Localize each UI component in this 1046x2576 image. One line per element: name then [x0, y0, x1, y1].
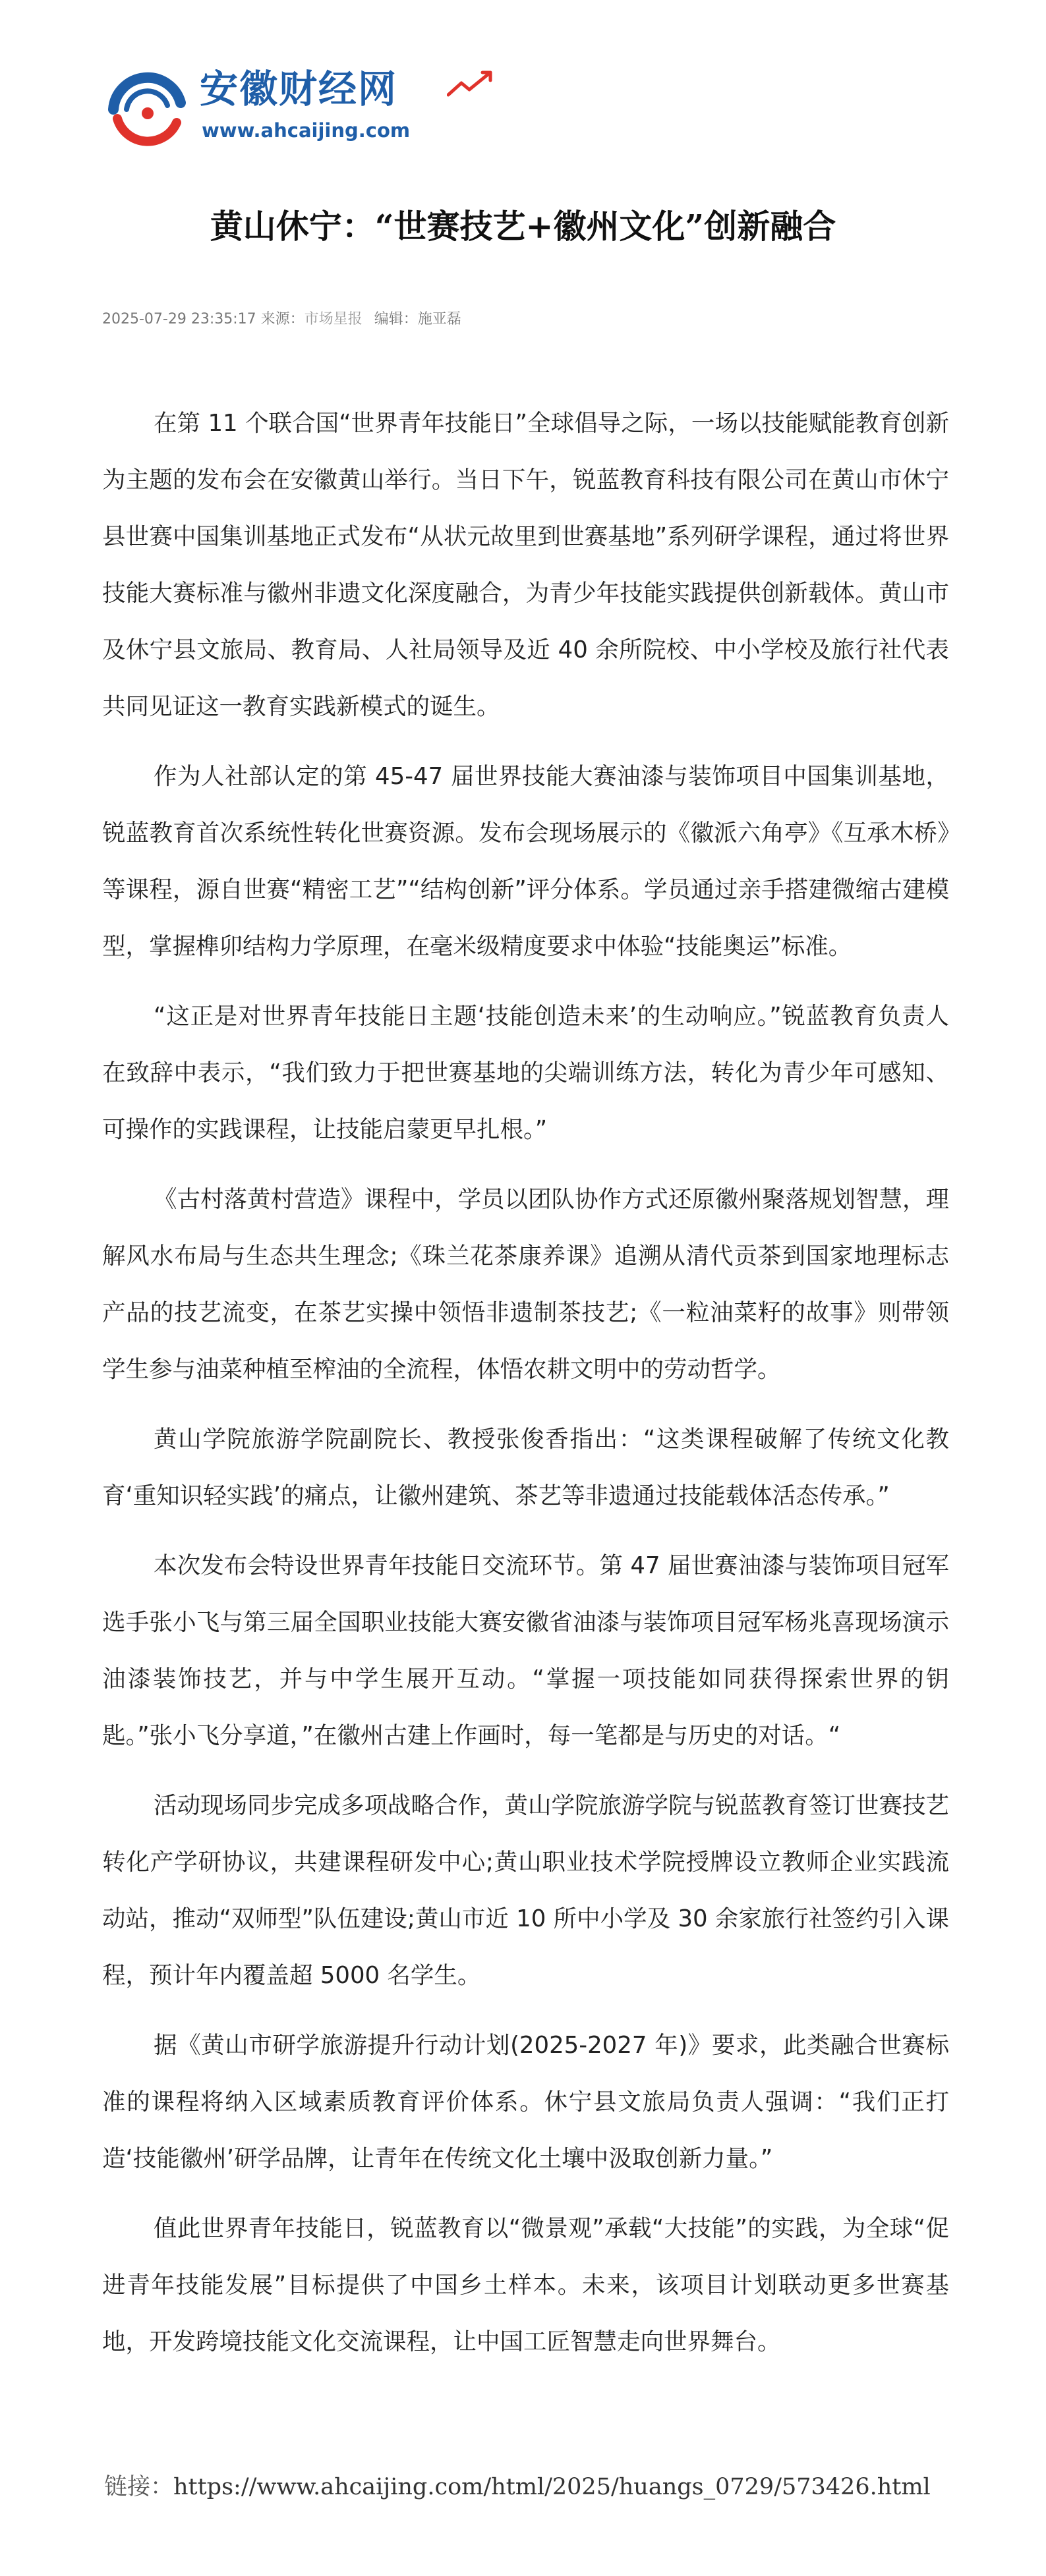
article-paragraph: 本次发布会特设世界青年技能日交流环节。第 47 届世赛油漆与装饰项目冠军选手张小飞与第三届全国职业技能大赛安徽省油漆与装饰项目冠军杨兆喜现场演示油漆装饰技艺，并与中学生展开互动。“掌握一项技能如同获得探索世界的钥匙。”张小飞分享道，”在徽州古建上作画时，每一笔都是与历史的对话。“	[102, 1552, 949, 1749]
logo-site-url: www.ahcaijing.com	[202, 119, 411, 142]
article-paragraph: 黄山学院旅游学院副院长、教授张俊香指出：“这类课程破解了传统文化教育‘重知识轻实践’的痛点，让徽州建筑、茶艺等非遗通过技能载体活态传承。”	[102, 1426, 949, 1509]
source-label: 来源：	[260, 311, 305, 327]
article-paragraph: 作为人社部认定的第 45-47 届世界技能大赛油漆与装饰项目中国集训基地，锐蓝教育首次系统性转化世赛资源。发布会现场展示的《徽派六角亭》《互承木桥》等课程，源自世赛“精密工艺”“结构创新”评分体系。学员通过亲手搭建微缩古建模型，掌握榫卯结构力学原理，在毫米级精度要求中体验“技能奥运”标准。	[102, 763, 949, 960]
logo-emblem-icon	[104, 66, 191, 153]
source-link-url[interactable]: https://www.ahcaijing.com/html/2025/huangs_0729/573426.html	[173, 2474, 931, 2500]
article-paragraph: 活动现场同步完成多项战略合作，黄山学院旅游学院与锐蓝教育签订世赛技艺转化产学研协议，共建课程研发中心;黄山职业技术学院授牌设立教师企业实践流动站，推动“双师型”队伍建设;黄山市近 10 所中小学及 30 余家旅行社签约引入课程，预计年内覆盖超 5000 名学生。	[102, 1792, 950, 1989]
site-logo[interactable]	[104, 61, 460, 159]
source-link	[104, 2471, 931, 2504]
article-paragraph: “这正是对世界青年技能日主题‘技能创造未来’的生动响应。”锐蓝教育负责人在致辞中表示，“我们致力于把世赛基地的尖端训练方法，转化为青少年可感知、可操作的实践课程，让技能启蒙更早扎根。”	[102, 1003, 949, 1143]
article-paragraph: 值此世界青年技能日，锐蓝教育以“微景观”承载“大技能”的实践，为全球“促进青年技能发展”目标提供了中国乡土样本。未来，该项目计划联动更多世赛基地，开发跨境技能文化交流课程，让中国工匠智慧走向世界舞台。	[102, 2215, 949, 2355]
article-paragraph: 据《黄山市研学旅游提升行动计划(2025-2027 年)》要求，此类融合世赛标准的课程将纳入区域素质教育评价体系。休宁县文旅局负责人强调：“我们正打造‘技能徽州’研学品牌，让青年在传统文化土壤中汲取创新力量。”	[102, 2032, 949, 2172]
logo-swoosh-icon	[447, 70, 493, 99]
article-body	[102, 395, 949, 2384]
source-link-label: 链接：	[104, 2474, 174, 2500]
source-name: 市场星报	[304, 311, 363, 327]
article-title: 黄山休宁：“世赛技艺+徽州文化”创新融合	[210, 207, 836, 246]
article-meta	[102, 310, 461, 329]
editor-name: 施亚磊	[417, 311, 461, 327]
article-paragraph: 《古村落黄村营造》课程中，学员以团队协作方式还原徽州聚落规划智慧，理解风水布局与生态共生理念;《珠兰花茶康养课》追溯从清代贡茶到国家地理标志产品的技艺流变，在茶艺实操中领悟非遗制茶技艺;《一粒油菜籽的故事》则带领学生参与油菜种植至榨油的全流程，体悟农耕文明中的劳动哲学。	[102, 1186, 950, 1383]
publish-datetime: 2025-07-29 23:35:17	[102, 311, 256, 327]
logo-site-name: 安徽财经网	[200, 67, 398, 111]
editor-label: 编辑：	[374, 311, 418, 327]
article-paragraph: 在第 11 个联合国“世界青年技能日”全球倡导之际，一场以技能赋能教育创新为主题的发布会在安徽黄山举行。当日下午，锐蓝教育科技有限公司在黄山市休宁县世赛中国集训基地正式发布“从状元故里到世赛基地”系列研学课程，通过将世界技能大赛标准与徽州非遗文化深度融合，为青少年技能实践提供创新载体。黄山市及休宁县文旅局、教育局、人社局领导及近 40 余所院校、中小学校及旅行社代表共同见证这一教育实践新模式的诞生。	[102, 410, 949, 720]
